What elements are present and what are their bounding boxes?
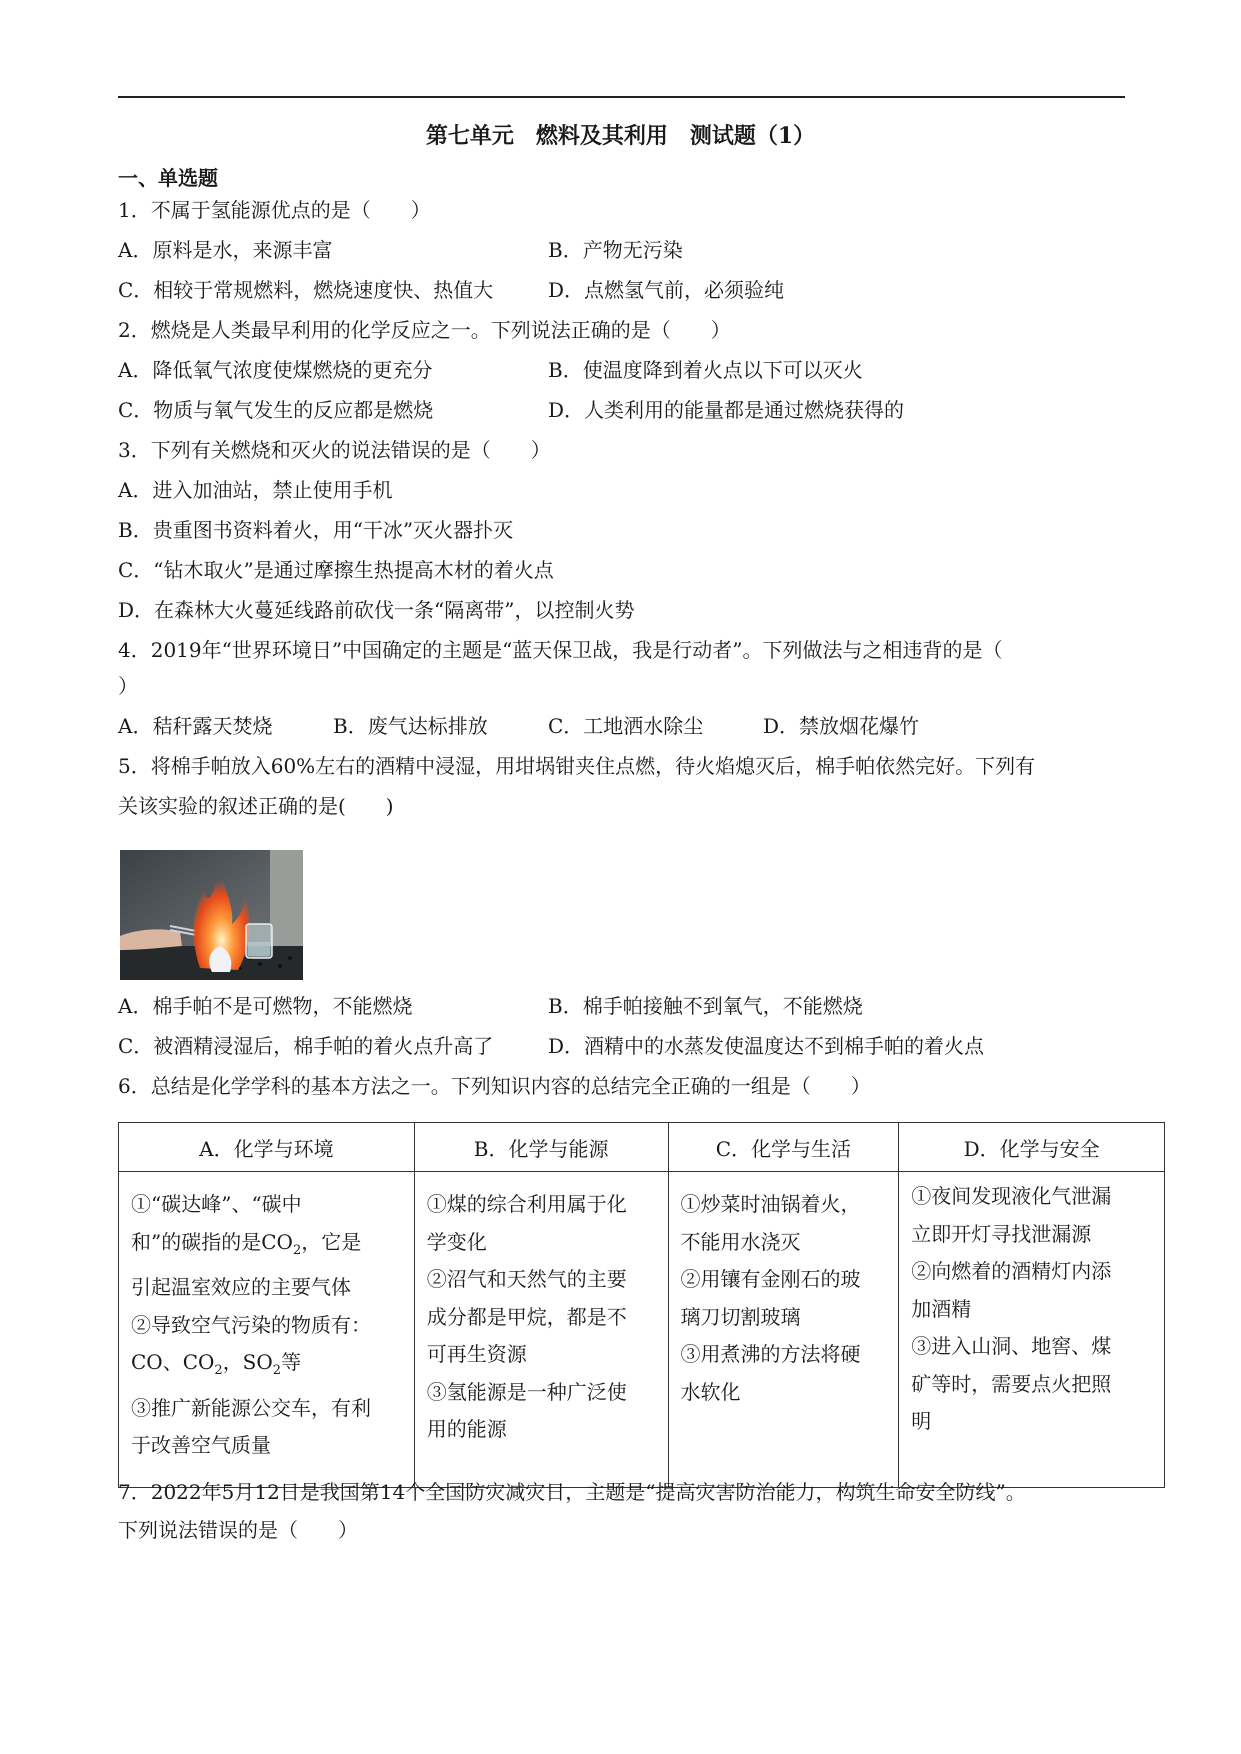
cell-a-line: [131, 1224, 404, 1270]
table-header-d: D．化学与安全: [899, 1123, 1165, 1172]
table-header-row: [119, 1123, 1165, 1172]
cell-d-line: ①夜间发现液化气泄漏: [911, 1184, 1112, 1208]
cell-b-line: ②沼气和天然气的主要: [426, 1267, 627, 1291]
cell-d-line: 立即开灯寻找泄漏源: [911, 1221, 1092, 1246]
question-2-stem: 2．燃烧是人类最早利用的化学反应之一。下列说法正确的是（ ）: [118, 318, 731, 342]
question-7-stem-cont: 下列说法错误的是（ ）: [118, 1518, 358, 1542]
q4-option-c: C．工地洒水除尘: [548, 714, 704, 738]
cell-c-line: 水软化: [680, 1379, 741, 1404]
cell-a-line: ③推广新能源公交车，有利: [131, 1395, 371, 1420]
top-rule: [118, 96, 1125, 98]
q4-option-b: B．废气达标排放: [333, 714, 488, 738]
cell-safety: [899, 1172, 1165, 1488]
q3-option-d: D．在森林大火蔓延线路前砍伐一条“隔离带”，以控制火势: [118, 598, 635, 622]
cell-a-subscript: 2: [292, 1242, 302, 1258]
cell-energy: [414, 1172, 668, 1488]
cell-c-line: ③用煮沸的方法将硬: [680, 1342, 861, 1366]
cell-a-text: 和”的碳指的是CO: [131, 1229, 293, 1254]
q3-option-c: C．“钻木取火”是通过摩擦生热提高木材的着火点: [118, 558, 554, 582]
question-4-stem: 4．2019年“世界环境日”中国确定的主题是“蓝天保卫战，我是行动者”。下列做法与之相违背的是（: [118, 638, 1003, 662]
q1-option-c: C．相较于常规燃料，燃烧速度快、热值大: [118, 278, 494, 302]
q2-option-d: D．人类利用的能量都是通过燃烧获得的: [548, 398, 905, 422]
q5-option-c: C．被酒精浸湿后，棉手帕的着火点升高了: [118, 1034, 494, 1058]
cell-b-line: ①煤的综合利用属于化: [426, 1192, 627, 1216]
cell-a-subscript: 2: [214, 1363, 223, 1378]
q4-option-d: D．禁放烟花爆竹: [763, 714, 920, 738]
q1-option-d: D．点燃氢气前，必须验纯: [548, 278, 785, 302]
question-5-stem: 5．将棉手帕放入60%左右的酒精中浸湿，用坩埚钳夹住点燃，待火焰熄灭后，棉手帕依然完好。下列有: [118, 754, 1036, 778]
cell-d-line: 明: [911, 1409, 932, 1433]
page-title: 第七单元 燃料及其利用 测试题（1）: [425, 123, 816, 149]
q2-option-a: A．降低氧气浓度使煤燃烧的更充分: [118, 358, 433, 382]
cell-c-line: 不能用水浇灭: [680, 1229, 801, 1254]
cell-b-line: 用的能源: [426, 1417, 507, 1441]
q3-option-b: B．贵重图书资料着火，用“干冰”灭火器扑灭: [118, 518, 514, 542]
cell-environment: [119, 1172, 415, 1488]
cell-b-line: 成分都是甲烷，都是不: [426, 1304, 627, 1329]
q2-option-c: C．物质与氧气发生的反应都是燃烧: [118, 398, 434, 422]
cell-a-line: ①“碳达峰”、“碳中: [131, 1192, 302, 1216]
question-6-stem: 6．总结是化学学科的基本方法之一。下列知识内容的总结完全正确的一组是（ ）: [118, 1074, 871, 1098]
q3-option-a: A．进入加油站，禁止使用手机: [118, 478, 393, 502]
question-7-stem: 7．2022年5月12日是我国第14个全国防灾减灾日，主题是“提高灾害防治能力，构筑生命安全防线”。: [118, 1480, 1026, 1504]
question-5-stem-cont: 关该实验的叙述正确的是( ): [118, 794, 394, 818]
table-header-b: B．化学与能源: [414, 1123, 668, 1172]
cell-a-line: ②导致空气污染的物质有：: [131, 1312, 371, 1337]
table-body-row: [119, 1172, 1165, 1488]
question-1-stem: 1．不属于氢能源优点的是（ ）: [118, 198, 431, 222]
q5-option-a: A．棉手帕不是可燃物，不能燃烧: [118, 994, 413, 1018]
cell-a-subscript: 2: [272, 1363, 282, 1378]
table-header-a: A．化学与环境: [119, 1123, 415, 1172]
cell-b-line: 可再生资源: [426, 1342, 527, 1366]
experiment-photo: [120, 850, 303, 980]
cell-c-line: ②用镶有金刚石的玻: [680, 1267, 861, 1291]
cell-c-line: ①炒菜时油锅着火，: [680, 1192, 861, 1216]
cell-c-line: 璃刀切割玻璃: [680, 1304, 801, 1329]
cell-a-line: 引起温室效应的主要气体: [131, 1275, 351, 1299]
cell-life: [668, 1172, 899, 1488]
cell-d-line: 矿等时，需要点火把照: [911, 1371, 1112, 1396]
cell-d-line: ③进入山洞、地窖、煤: [911, 1334, 1112, 1358]
q5-option-b: B．棉手帕接触不到氧气，不能燃烧: [548, 994, 863, 1018]
cell-a-text: ，它是: [301, 1229, 362, 1254]
cell-d-line: ②向燃着的酒精灯内添: [911, 1259, 1112, 1283]
cell-d-line: 加酒精: [911, 1296, 972, 1321]
cell-a-line: 于改善空气质量: [131, 1433, 271, 1457]
q2-option-b: B．使温度降到着火点以下可以灭火: [548, 358, 863, 382]
q4-option-a: A．秸秆露天焚烧: [118, 714, 273, 738]
summary-table: [118, 1122, 1165, 1488]
question-4-stem-cont: ）: [118, 674, 138, 698]
question-3-stem: 3．下列有关燃烧和灭火的说法错误的是（ ）: [118, 438, 551, 462]
q1-option-b: B．产物无污染: [548, 238, 683, 262]
cell-b-line: 学变化: [426, 1229, 487, 1254]
table-header-c: C．化学与生活: [668, 1123, 899, 1172]
cell-a-line: [131, 1344, 404, 1390]
q5-option-d: D．酒精中的水蒸发使温度达不到棉手帕的着火点: [548, 1034, 985, 1058]
cell-a-text: 等: [281, 1350, 302, 1374]
section-heading: 一、单选题: [118, 166, 218, 190]
cell-a-text: ，SO: [222, 1350, 273, 1374]
q1-option-a: A．原料是水，来源丰富: [118, 238, 333, 262]
cell-a-text: CO、CO: [131, 1350, 215, 1374]
cell-b-line: ③氢能源是一种广泛使: [426, 1379, 627, 1404]
